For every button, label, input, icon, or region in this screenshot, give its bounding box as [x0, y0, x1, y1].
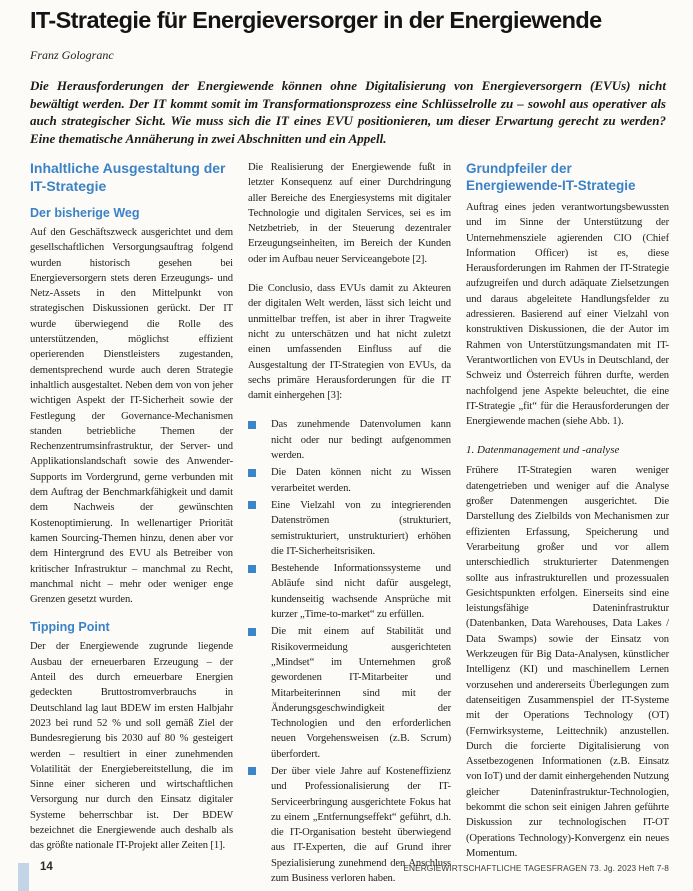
journal-line: ENERGIEWIRTSCHAFTLICHE TAGESFRAGEN 73. Jg. 2023 Heft 7-8 — [403, 863, 669, 873]
bullet-item — [248, 498, 451, 559]
challenges-bullet-list — [248, 417, 451, 886]
paragraph-auftrag-cio: Auftrag eines jeden verantwortungsbewussten und im Sinne der Unterstützung der Unternehmensziele agierenden CIO (Chief Information Officer) ist es, diese Herausforderungen im Rahmen der IT-Strategie aufzugreifen und durch adäquate Zielsetzungen und daraus abgeleitete Handlungsfelder zu adressieren. Basierend auf einer Vielzahl von konstruktiven Diskussionen, die der Autor im Rahmen von Unterstützungsmandaten mit IT-Verantwortlichen von EVUs in Deutschland, der Schweiz und Österreich führen durfte, werden nachfolgend jene Aspekte beleuchtet, die eine IT-Strategie „fit“ für die Herausforderungen der Energiewende machen (siehe Abb. 1). — [466, 202, 669, 428]
bullet-text: Bestehende Informationssysteme und Abläufe sind nicht dafür ausgelegt, kundenseitig wachsende Ansprüche mit kurzer „Time-to-market“ zu erfüllen. — [271, 563, 451, 621]
article-header — [30, 7, 666, 147]
bullet-text: Eine Vielzahl von zu integrierenden Datenströmen (strukturiert, semistrukturiert, unstrukturiert) erhöhen die IT-Sicherheitsrisiken. — [271, 499, 451, 557]
bullet-text: Die mit einem auf Stabilität und Risikovermeidung ausgerichteten „Mindset“ im Unternehmen groß gewordenen IT-Mitarbeiter und Mitarbeiterinnen sind mit der Änderungsgeschwindigkeit der Technologien und den erforderlichen neuen Vorgehensweisen (z.B. Scrum) überfordert. — [271, 626, 451, 760]
page-footer — [0, 858, 669, 891]
paragraph-datenmanagement: Frühere IT-Strategien waren weniger datengetrieben und weniger auf die Analyse großer Datenmengen ausgerichtet. Die Darstellung des Zielbilds von Mechanismen zur effizienten Erfassung, Speicherung und Verarbeitung großer und vor allem unterschiedlich strukturierter Datenmengen sollte aus infrastrukturellen und prozessualen Gesichtspunkten erfolgen. Einerseits sind eine leistungsfähige Dateninfrastruktur (Datenbanken, Data Warehouses, Data Lakes / Data Swamps) sowie der Einsatz von Werkzeugen für Big Data-Analysen, künstlicher Intelligenz (KI) und maschinellem Lernen vorzusehen und andererseits Überlegungen zum datenseitigen Zusammenspiel der IT-Systeme mit der Operations Technology (OT) (Fernwirksysteme, Leittechnik) anzustellen. Durch die forcierte Digitalisierung von Assetbezogenen Informationen (z.B. Einsatz von IoT) und der damit einhergehenden Nutzung gleicher Dateninfrastruktur-Technologien, bekommt die schon seit einigen Jahren geführte Diskussion zur technologischen IT-OT (Operations Technology)-Konvergenz ein neues Momentum. — [466, 465, 669, 859]
lead-paragraph: Die Herausforderungen der Energiewende können ohne Digitalisierung von Energieversorgern (EVUs) nicht bewältigt werden. Der IT kommt somit im Transformationsprozess eine Schlüsselrolle zu – sowohl aus operativer als auch strategischer Sicht. Wie muss sich die IT eines EVU positionieren, um dieser Erwartung gerecht zu werden? Eine thematische Annäherung in zwei Abschnitten und ein Appell. — [30, 78, 666, 146]
column-2 — [248, 160, 451, 885]
bullet-square-icon — [248, 628, 256, 636]
subheading-der-bisherige-weg: Der bisherige Weg — [30, 206, 140, 220]
column-1 — [30, 160, 233, 851]
paragraph-realisierung: Die Realisierung der Energiewende fußt in letzter Konsequenz auf einer Durchdringung aller Bereiche des Energiesystems mit digitaler Technologie und digitalen Services, sei es im Netzbetrieb, in der Steuerung dezentraler Erzeugungseinheiten, im Bereich der Kunden oder im Aufbau neuer Serviceangebote [2]. — [248, 162, 451, 265]
bullet-item — [248, 624, 451, 762]
bullet-square-icon — [248, 501, 256, 509]
section-heading-grundpfeiler: Grundpfeiler der Energiewende-IT-Strategie — [466, 161, 636, 193]
bullet-text: Das zunehmende Datenvolumen kann nicht oder nur bedingt aufgenommen werden. — [271, 419, 451, 462]
bullet-square-icon — [248, 767, 256, 775]
bullet-square-icon — [248, 469, 256, 477]
bullet-square-icon — [248, 565, 256, 573]
subheading-tipping-point: Tipping Point — [30, 620, 110, 635]
page-number: 14 — [40, 861, 53, 873]
bullet-item — [248, 561, 451, 622]
section-heading-inhaltliche-ausgestaltung: Inhaltliche Ausgestaltung der IT-Strategie — [30, 160, 226, 194]
page-title: IT-Strategie für Energieversorger in der Energiewende — [30, 7, 602, 33]
bullet-item — [248, 417, 451, 463]
author-byline: Franz Gologranc — [30, 48, 114, 62]
footer-accent-bar — [18, 863, 29, 891]
subheading-datenmanagement: 1. Datenmanagement und -analyse — [466, 444, 620, 457]
bullet-text: Der über viele Jahre auf Kosteneffizienz und Professionalisierung der IT-Serviceerbringung ausgerichtete Fokus hat zu einem „Entfernungseffekt“ geführt, d.h. die IT-Organisation besteht überwiegend aus IT-Experten, die auf Grund ihrer Spezialisierung zunehmend den Anschluss zum Business verloren haben. — [271, 765, 451, 885]
paragraph-conclusio: Die Conclusio, dass EVUs damit zu Akteuren der digitalen Welt werden, lässt sich leicht und unmittelbar treffen, ist aber in ihrer Tragweite nicht zu unterschätzen und hat nicht zuletzt einen umfassenden Einfluss auf die Ausgestaltung der IT-Strategien von EVUs, da sechs primäre Herausforderungen für die IT damit einhergehen [3]: — [248, 283, 451, 402]
bullet-text: Die Daten können nicht zu Wissen verarbeitet werden. — [271, 467, 451, 494]
column-3 — [466, 160, 669, 859]
paragraph-tipping-point: Der der Energiewende zugrunde liegende Ausbau der erneuerbaren Erzeugung – der Anteil des durch erneuerbare Energien gedeckten Bruttostromverbrauchs in Deutschland lag laut BDEW im ersten Halbjahr 2023 bei rund 52 % und soll gemäß Ziel der Bundesregierung bis 2030 auf 80 % gesteigert werden – resultiert in einer zunehmenden Volatilität der Energiebereitstellung, die im Sinne einer sicheren und wirtschaftlichen Versorgung nur durch den Einsatz digitaler Systeme beherrschbar ist. Der BDEW bezeichnet die Energiewende auch deshalb als das größte nationale IT-Projekt aller Zeiten [1]. — [30, 641, 233, 852]
paragraph-bisheriger-weg: Auf den Geschäftszweck ausgerichtet und dem gesellschaftlichen Versorgungsauftrag folgend wurden historisch gesehen bei Energieversorgern stets deren Erzeugungs- und Netz-Assets in den Mittelpunkt von strategischen Diskussionen gerückt. Der IT wurde überwiegend die Rolle des unterstützenden, möglichst effizient operierenden Dienstleisters zugestanden, dementsprechend wurde auch deren Strategie inhaltlich ausgestaltet. Neben dem von von jeher wichtigen Aspekt der IT-Sicherheit sowie der Festlegung der Governance-Mechanismen standen betriebliche Themen der Rechenzentrumsinfrastruktur, der Server- und Applikationslandschaft sowie des Anwender-Supports im Vordergrund, gerne verbunden mit dem Auftrag der Benchmarkfähigkeit und damit dem Nachweis der gewünschten Kostenoptimierung. In wellenartiger Priorität kamen Sourcing-Themen hinzu, denen aber vor dem Hintergrund des EVU als Betreiber von kritischer Infrastruktur – manchmal zu Recht, manchmal nicht – mehr oder weniger enge Grenzen gesetzt wurden. — [30, 227, 233, 606]
bullet-square-icon — [248, 421, 256, 429]
bullet-item — [248, 465, 451, 496]
